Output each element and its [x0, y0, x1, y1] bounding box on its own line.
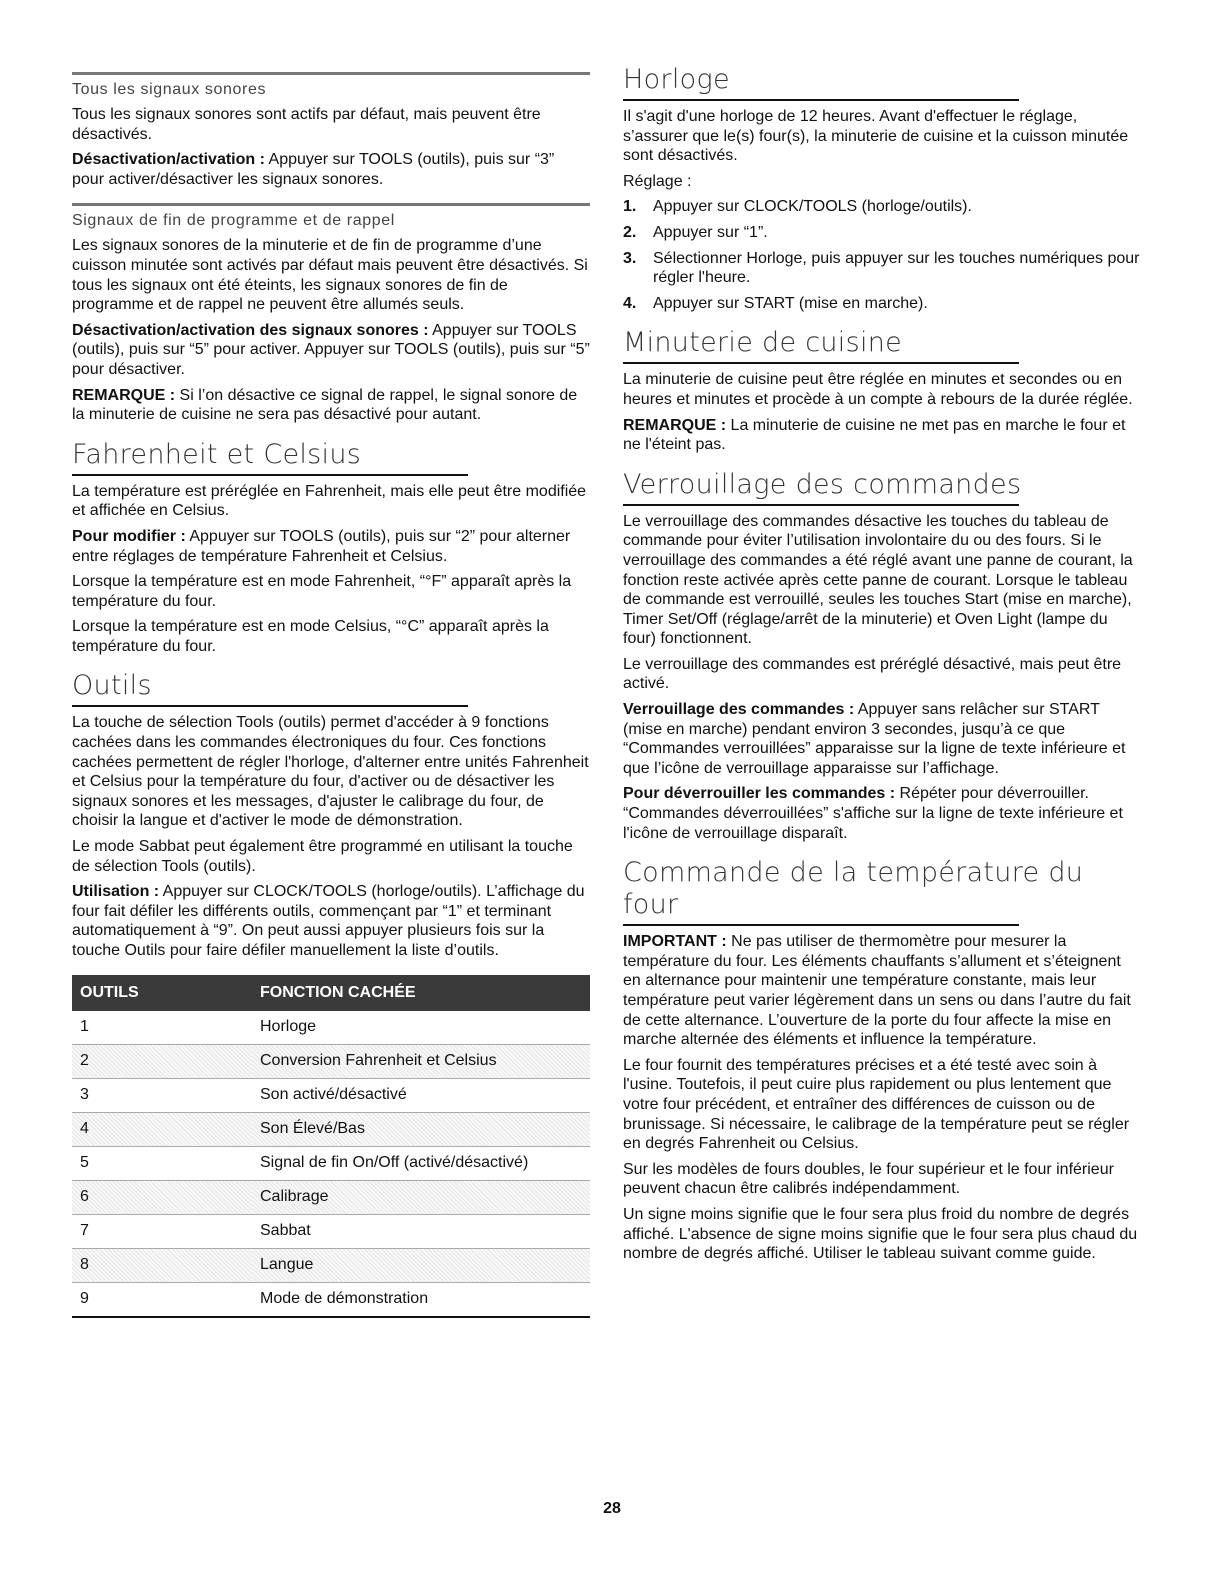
bold-label: REMARQUE :: [623, 416, 727, 434]
table-header-outils: OUTILS: [72, 975, 252, 1011]
list-item: [623, 223, 1143, 243]
paragraph: [623, 932, 1143, 1050]
list-item: [623, 197, 1143, 217]
step-number: 3.: [623, 249, 637, 267]
paragraph: La minuterie de cuisine peut être réglée en minutes et secondes ou en heures et minutes et procède à un compte à rebours de la durée réglée.: [623, 371, 1133, 408]
paragraph: Un signe moins signifie que le four sera plus froid du nombre de degrés affiché. L'absence de signe moins signifie que le four sera plus chaud du nombre de degrés affiché. Utiliser le tableau suivant comme guide.: [623, 1205, 1138, 1263]
step-text: Sélectionner Horloge, puis appuyer sur les touches numériques pour régler l'heure.: [653, 249, 1140, 287]
paragraph: La touche de sélection Tools (outils) permet d'accéder à 9 fonctions cachées dans les commandes électroniques du four. Ces fonctions cachées permettent de régler l'horloge, d'alterner entre unités Fahrenheit et Celsius pour la température du four, d'activer ou de désactiver les signaux sonores et les messages, d'ajuster le calibrage du four, de choisir la langue et d'activer le mode de démonstration.: [72, 714, 589, 830]
paragraph: [72, 882, 590, 960]
clock-steps-list: [623, 197, 1143, 313]
paragraph: [72, 321, 590, 380]
list-item: [623, 249, 1143, 288]
paragraph: La température est préréglée en Fahrenheit, mais elle peut être modifiée et affichée en Celsius.: [72, 482, 587, 520]
paragraph-text: Si l’on désactive ce signal de rappel, le signal sonore de la minuterie de cuisine ne sera pas désactivé pour autant.: [72, 386, 578, 424]
paragraph: Il s'agit d'une horloge de 12 heures. Avant d'effectuer le réglage, s’assurer que le(s) four(s), la minuterie de cuisine et la cuisson minutée sont désactivés.: [623, 108, 1129, 165]
paragraph: Lorsque la température est en mode Celsius, “°C” apparaît après la température du four.: [72, 618, 549, 655]
table-header-fonction: FONCTION CACHÉE: [252, 975, 590, 1011]
paragraph-text: Appuyer sur TOOLS (outils), puis sur “5” pour activer. Appuyer sur TOOLS (outils), puis sur “5” pour désactiver.: [72, 321, 590, 378]
paragraph: [623, 416, 1143, 455]
heading-rule: [623, 504, 1019, 506]
page-number: 28: [603, 1500, 621, 1517]
right-column: [623, 64, 1143, 1270]
paragraph: Le four fournit des températures précises et a été testé avec soin à l'usine. Toutefois, il peut cuire plus rapidement ou plus lentement que votre four précédent, et entraîner des différences de cuisson ou de brunissage. Si nécessaire, le calibrage de la température peut se régler en degrés Fahrenheit ou Celsius.: [623, 1056, 1130, 1153]
table-cell-function: Horloge: [252, 1011, 590, 1045]
table-row: [72, 1146, 590, 1180]
table-cell-function: Mode de démonstration: [252, 1282, 590, 1317]
table-cell-function: Sabbat: [252, 1214, 590, 1248]
table-row: [72, 1180, 590, 1214]
heading-rule: [72, 474, 468, 476]
heading-rule: [623, 362, 1019, 364]
bold-label: Désactivation/activation des signaux sonores :: [72, 321, 429, 339]
table-cell-num: 3: [72, 1078, 252, 1112]
paragraph-text: La minuterie de cuisine ne met pas en marche le four et ne l'éteint pas.: [623, 416, 1126, 454]
table-cell-function: Conversion Fahrenheit et Celsius: [252, 1044, 590, 1078]
paragraph: [72, 527, 590, 566]
paragraph: [72, 386, 590, 425]
bold-label: Verrouillage des commandes :: [623, 701, 855, 719]
table-row: [72, 1214, 590, 1248]
table-cell-function: Son Élevé/Bas: [252, 1112, 590, 1146]
section-heading-fin: Signaux de fin de programme et de rappel: [72, 203, 590, 230]
tools-table: [72, 975, 590, 1318]
table-header-row: [72, 975, 590, 1011]
table-cell-num: 8: [72, 1248, 252, 1282]
table-cell-num: 2: [72, 1044, 252, 1078]
table-cell-function: Calibrage: [252, 1180, 590, 1214]
step-number: 1.: [623, 198, 637, 216]
paragraph: Les signaux sonores de la minuterie et de fin de programme d’une cuisson minutée sont activés par défaut mais peuvent être désactivés. Si tous les signaux ont été éteints, les signaux sonores de fin de programme et de rappel ne peuvent être allumés seuls.: [72, 237, 588, 314]
heading-verrouillage: Verrouillage des commandes: [623, 468, 1022, 500]
list-item: [623, 294, 1143, 314]
section-heading-signaux: Tous les signaux sonores: [72, 72, 590, 99]
paragraph: Le verrouillage des commandes désactive les touches du tableau de commande pour éviter l’utilisation involontaire du ou des fours. Si le verrouillage des commandes a été réglé avant une panne de courant, la fonction reste activée après cette panne de courant. Lorsque le tableau de commande est verrouillé, seules les touches Start (mise en marche), Timer Set/Off (réglage/arrêt de la minuterie) et Oven Light (lampe du four) fonctionnent.: [623, 512, 1133, 648]
paragraph: Sur les modèles de fours doubles, le four supérieur et le four inférieur peuvent chacun être calibrés indépendamment.: [623, 1160, 1114, 1198]
paragraph: Le mode Sabbat peut également être programmé en utilisant la touche de sélection Tools (outils).: [72, 838, 573, 875]
left-column: [72, 72, 590, 1318]
heading-rule: [623, 99, 1019, 101]
paragraph: [623, 784, 1143, 843]
paragraph-text: Appuyer sur TOOLS (outils), puis sur “2” pour alterner entre réglages de température Fahrenheit et Celsius.: [72, 527, 571, 565]
heading-minuterie: Minuterie de cuisine: [623, 327, 903, 359]
paragraph: Réglage :: [623, 172, 692, 190]
table-cell-num: 4: [72, 1112, 252, 1146]
step-number: 4.: [623, 294, 637, 312]
paragraph: [623, 700, 1143, 778]
bold-label: Pour déverrouiller les commandes :: [623, 785, 896, 803]
paragraph: Tous les signaux sonores sont actifs par défaut, mais peuvent être désactivés.: [72, 106, 541, 143]
paragraph-text: Appuyer sans relâcher sur START (mise en marche) pendant environ 3 secondes, jusqu’à ce que “Commandes verrouillées” apparaisse sur la ligne de texte inférieure et que l’icône de verrouillage apparaisse sur l’affichage.: [623, 701, 1126, 777]
table-row: [72, 1112, 590, 1146]
table-cell-function: Son activé/désactivé: [252, 1078, 590, 1112]
table-cell-num: 6: [72, 1180, 252, 1214]
table-cell-num: 9: [72, 1282, 252, 1317]
paragraph-text: Répéter pour déverrouiller. “Commandes déverrouillées” s'affiche sur la ligne de texte inférieure et l'icône de verrouillage disparaît.: [623, 785, 1123, 842]
paragraph-text: Appuyer sur TOOLS (outils), puis sur “3” pour activer/désactiver les signaux sonores.: [72, 151, 555, 188]
table-row: [72, 1282, 590, 1317]
heading-rule: [72, 705, 468, 707]
table-cell-num: 1: [72, 1011, 252, 1045]
paragraph: [72, 150, 590, 189]
bold-label: Pour modifier :: [72, 527, 186, 545]
table-row: [72, 1011, 590, 1045]
bold-label: REMARQUE :: [72, 386, 176, 404]
heading-rule: [623, 924, 1019, 926]
paragraph-text: Appuyer sur CLOCK/TOOLS (horloge/outils). L’affichage du four fait défiler les différents outils, commençant par “1” et terminant automatiquement à “9”. On peut aussi appuyer plusieurs fois sur la touche Outils pour faire défiler manuellement la liste d’outils.: [72, 883, 585, 959]
paragraph: Lorsque la température est en mode Fahrenheit, “°F” apparaît après la température du four.: [72, 573, 572, 610]
table-cell-num: 5: [72, 1146, 252, 1180]
table-cell-num: 7: [72, 1214, 252, 1248]
paragraph: Le verrouillage des commandes est préréglé désactivé, mais peut être activé.: [623, 655, 1122, 693]
step-text: Appuyer sur CLOCK/TOOLS (horloge/outils).: [653, 198, 972, 216]
table-cell-function: Langue: [252, 1248, 590, 1282]
bold-label: Désactivation/activation :: [72, 151, 265, 169]
heading-temperature: Commande de la température du four: [623, 857, 1084, 921]
table-cell-function: Signal de fin On/Off (activé/désactivé): [252, 1146, 590, 1180]
table-row: [72, 1248, 590, 1282]
heading-fahrenheit: Fahrenheit et Celsius: [72, 438, 362, 470]
table-row: [72, 1078, 590, 1112]
heading-horloge: Horloge: [623, 64, 730, 95]
heading-outils: Outils: [72, 670, 152, 702]
paragraph-text: Ne pas utiliser de thermomètre pour mesurer la température du four. Les éléments chauffants s’allument et s’éteignent en alternance pour maintenir une température constante, mais leur température peut varier légèrement dans un sens ou dans l’autre du fait de cette alternance. L’ouverture de la porte du four affecte la mise en marche alternée des éléments et influence la température.: [623, 933, 1131, 1049]
step-text: Appuyer sur “1”.: [653, 223, 768, 241]
bold-label: Utilisation :: [72, 883, 160, 901]
bold-label: IMPORTANT :: [623, 933, 727, 951]
step-text: Appuyer sur START (mise en marche).: [653, 294, 928, 312]
step-number: 2.: [623, 223, 637, 241]
table-row: [72, 1044, 590, 1078]
